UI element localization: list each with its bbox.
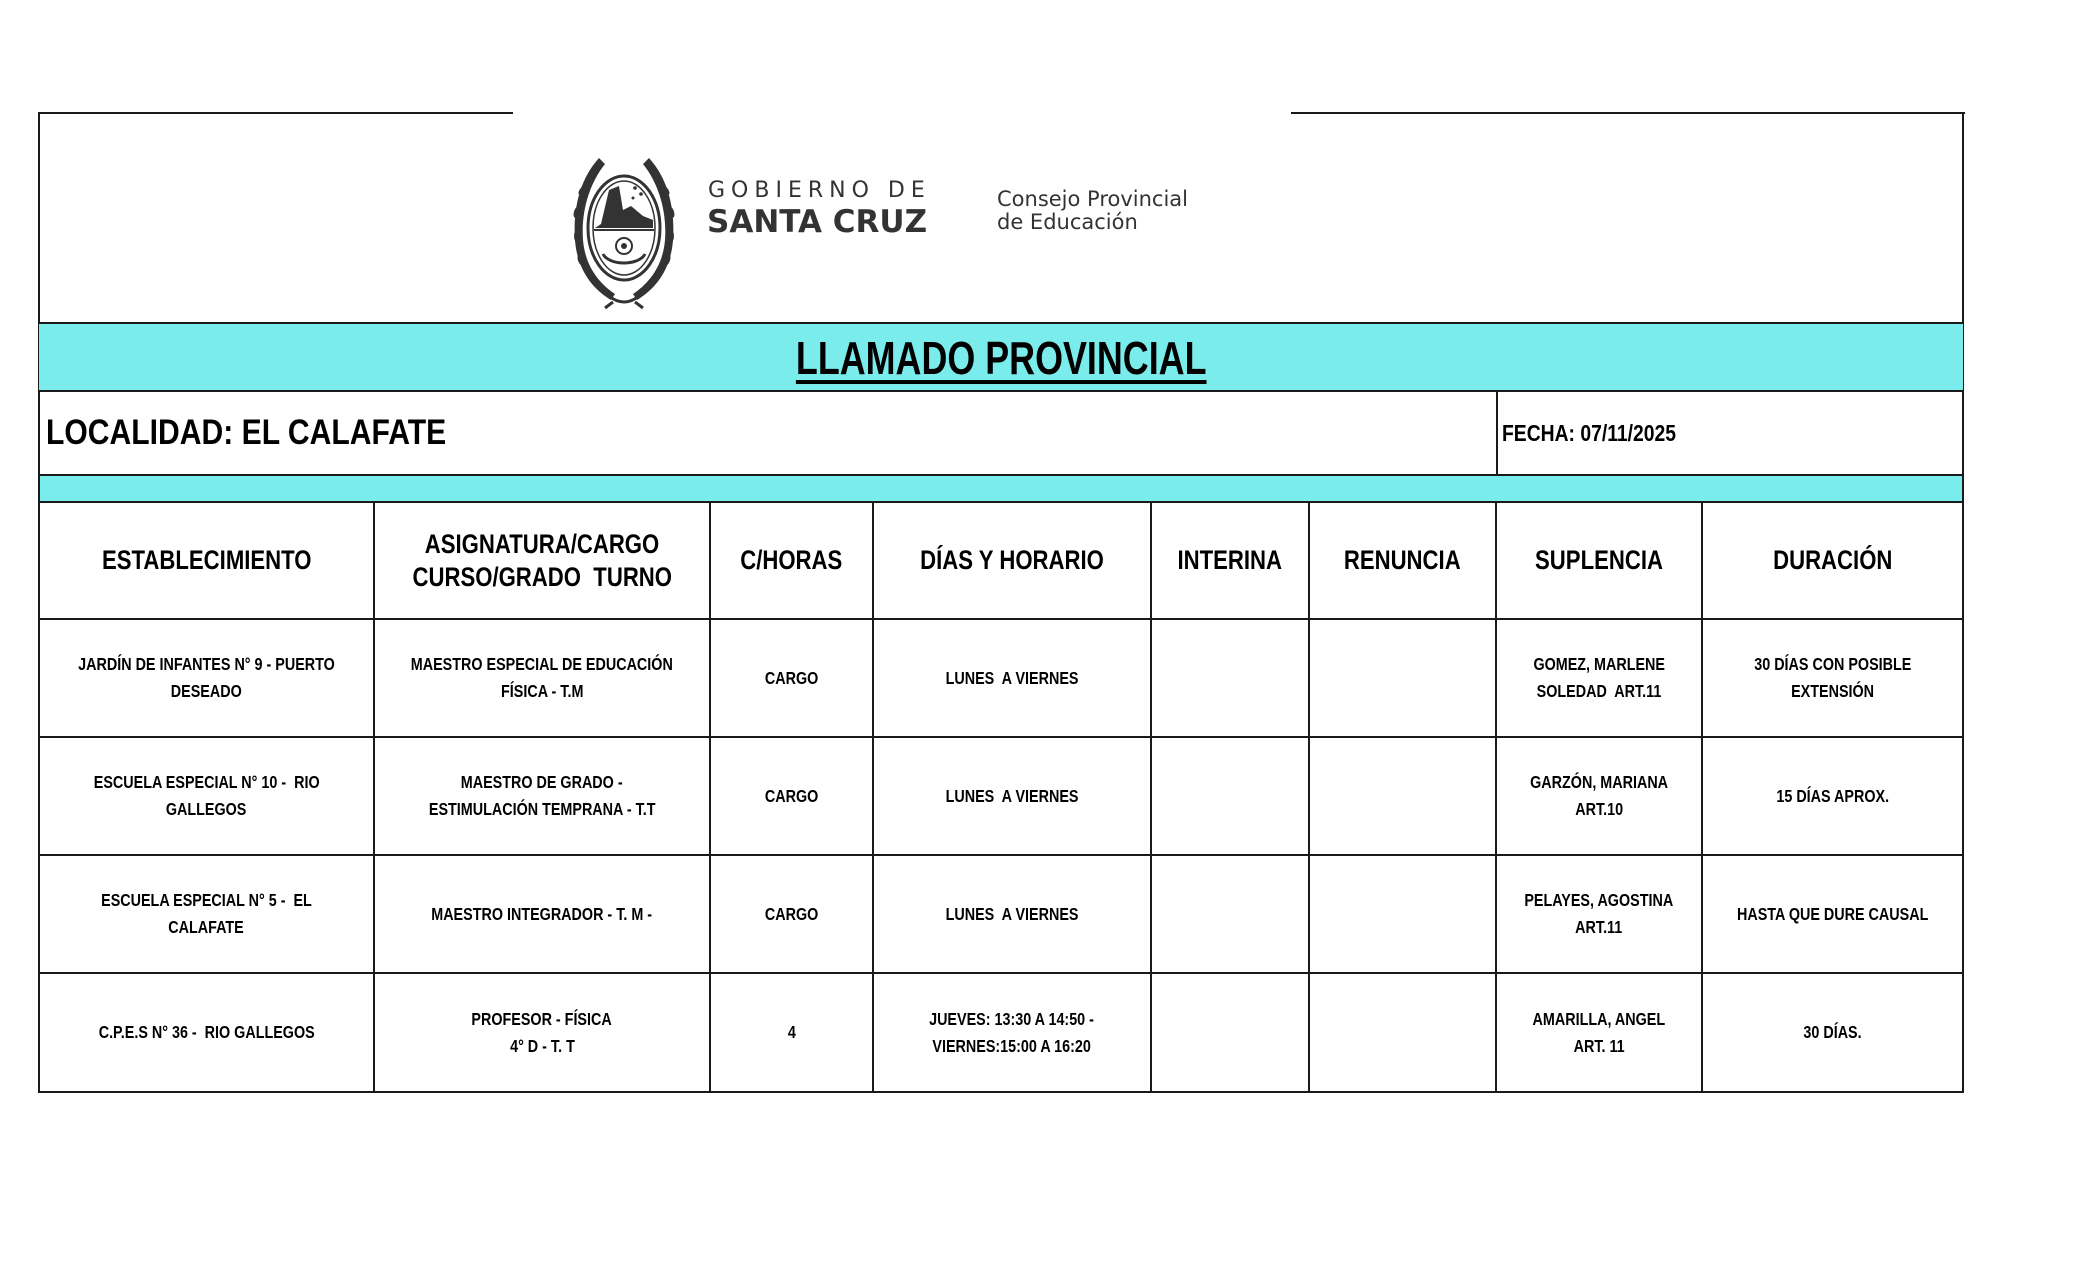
santa-cruz-coat-of-arms-icon: [569, 150, 679, 310]
cell-interina: [1152, 738, 1308, 854]
cell-establecimiento: ESCUELA ESPECIAL N° 5 - EL CALAFATE: [101, 890, 312, 937]
page-title-text: LLAMADO PROVINCIAL: [795, 331, 1207, 384]
cell-duracion: 30 DÍAS CON POSIBLE EXTENSIÓN: [1753, 654, 1912, 701]
col-header-duracion: DURACIÓN: [1772, 545, 1893, 575]
cell-dias: LUNES A VIERNES: [945, 903, 1079, 924]
col-header-horas: C/HORAS: [740, 545, 843, 575]
cell-asignatura: MAESTRO ESPECIAL DE EDUCACIÓN FÍSICA - T.M: [410, 654, 674, 701]
cell-horas: 4: [787, 1022, 796, 1042]
col-header-renuncia: RENUNCIA: [1344, 545, 1461, 575]
cell-asignatura: MAESTRO DE GRADO - ESTIMULACIÓN TEMPRANA - T.T: [428, 772, 656, 819]
fecha-cell: [1498, 392, 1962, 474]
cell-asignatura: MAESTRO INTEGRADOR - T. M -: [431, 903, 653, 924]
logo-gov-line1: GOBIERNO DE: [708, 178, 931, 203]
cell-suplencia: GARZÓN, MARIANA ART.10: [1530, 772, 1668, 819]
cell-duracion: HASTA QUE DURE CAUSAL: [1736, 903, 1929, 924]
cell-suplencia: AMARILLA, ANGEL ART. 11: [1532, 1008, 1666, 1056]
cell-horas: CARGO: [764, 903, 819, 924]
cell-duracion: 15 DÍAS APROX.: [1776, 785, 1889, 806]
cell-establecimiento: ESCUELA ESPECIAL N° 10 - RIO GALLEGOS: [93, 772, 320, 819]
col-header-suplencia: SUPLENCIA: [1535, 545, 1663, 575]
cell-dias: LUNES A VIERNES: [945, 667, 1079, 688]
cell-interina: [1152, 620, 1308, 736]
col-header-establecimiento: ESTABLECIMIENTO: [101, 545, 312, 575]
fecha-label: FECHA: 07/11/2025: [1502, 419, 1676, 446]
cell-interina: [1152, 856, 1308, 972]
col-header-interina: INTERINA: [1177, 545, 1283, 575]
cell-asignatura: PROFESOR - FÍSICA 4° D - T. T: [471, 1008, 613, 1056]
table-bottom-border: [38, 1091, 1964, 1093]
cell-renuncia: [1310, 974, 1495, 1091]
cell-renuncia: [1310, 738, 1495, 854]
page-title: [39, 323, 1963, 392]
logo-block: [569, 150, 1249, 315]
cell-horas: CARGO: [764, 785, 819, 806]
cell-interina: [1152, 974, 1308, 1091]
cell-suplencia: GOMEZ, MARLENE SOLEDAD ART.11: [1533, 654, 1665, 701]
cell-duracion: 30 DÍAS.: [1803, 1022, 1862, 1042]
top-border-left: [38, 112, 513, 114]
col-header-asignatura: ASIGNATURA/CARGO CURSO/GRADO TURNO: [412, 528, 672, 592]
cell-establecimiento: C.P.E.S N° 36 - RIO GALLEGOS: [98, 1022, 315, 1042]
right-border: [1962, 112, 1964, 1093]
cell-suplencia: PELAYES, AGOSTINA ART.11: [1524, 890, 1674, 937]
cell-horas: CARGO: [764, 667, 819, 688]
cell-renuncia: [1310, 856, 1495, 972]
logo-council-line1: Consejo Provincial: [997, 187, 1189, 211]
cell-dias: JUEVES: 13:30 A 14:50 - VIERNES:15:00 A 16:20: [929, 1008, 1095, 1056]
spacer-band: [40, 476, 1962, 501]
localidad-cell: [40, 392, 1496, 474]
cell-establecimiento: JARDÍN DE INFANTES N° 9 - PUERTO DESEADO: [78, 654, 335, 701]
col-header-dias: DÍAS Y HORARIO: [920, 545, 1104, 575]
cell-dias: LUNES A VIERNES: [945, 785, 1079, 806]
cell-renuncia: [1310, 620, 1495, 736]
localidad-label: LOCALIDAD: EL CALAFATE: [46, 413, 447, 452]
top-border-right: [1291, 112, 1965, 114]
logo-council-line2: de Educación: [997, 210, 1138, 234]
logo-gov-line2: SANTA CRUZ: [707, 204, 928, 240]
